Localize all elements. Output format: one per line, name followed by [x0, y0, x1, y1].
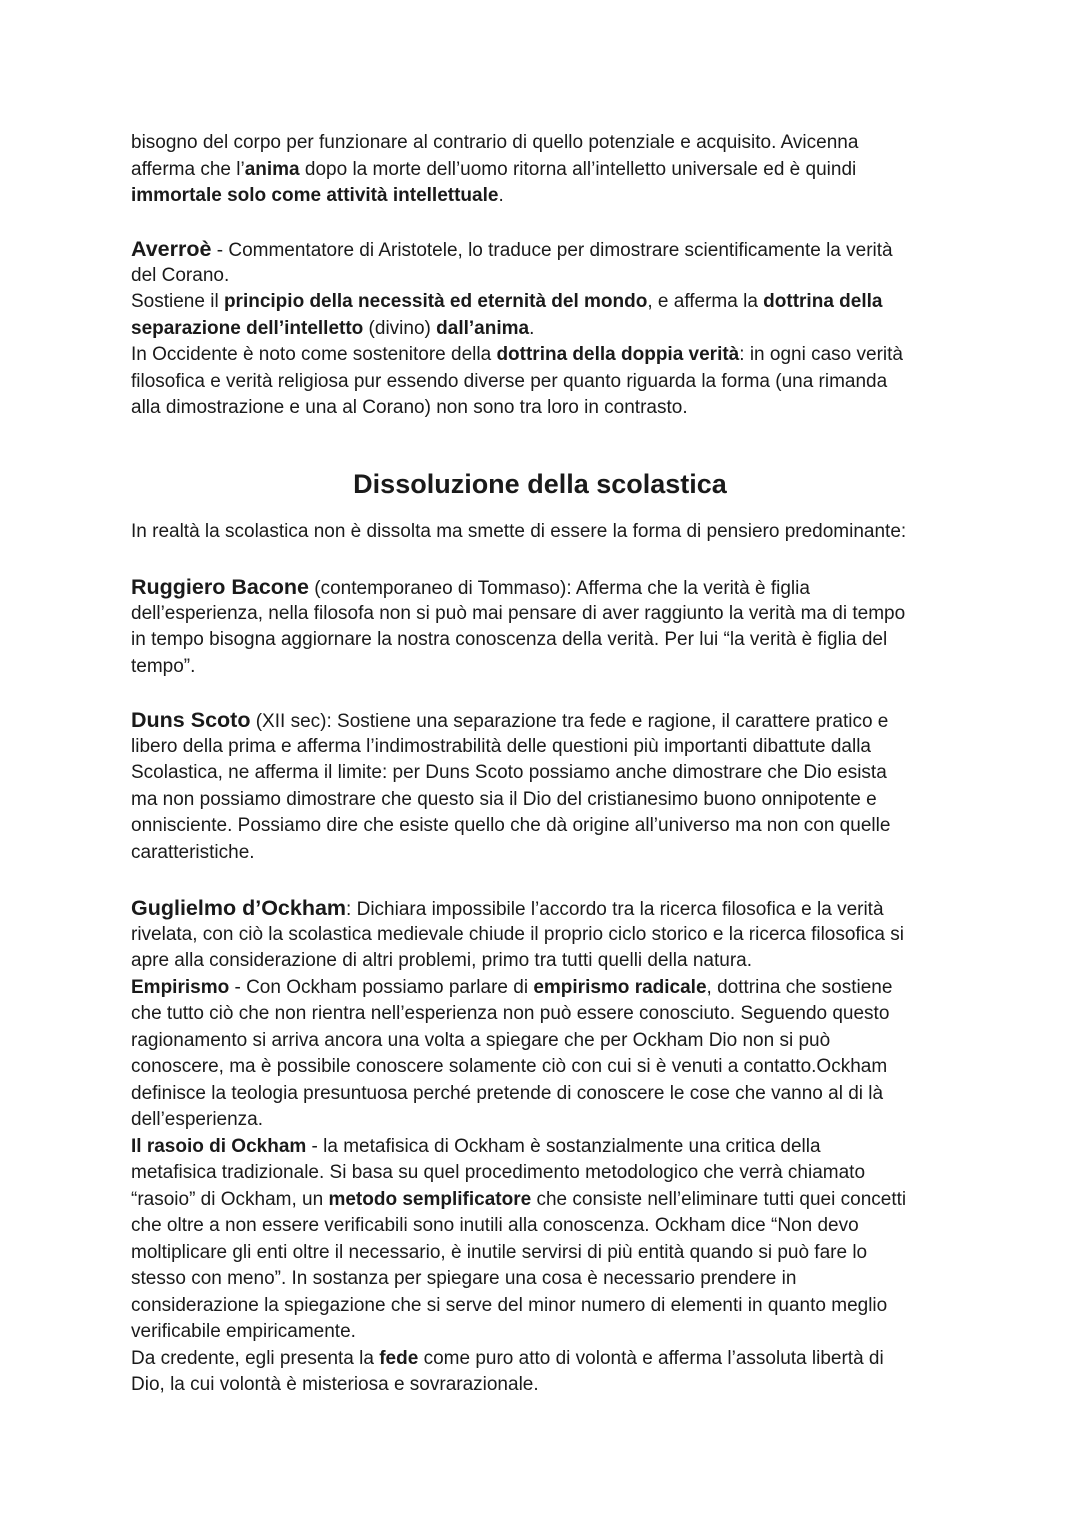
text-line [131, 734, 961, 761]
text: Da credente, egli presenta la [131, 1347, 380, 1369]
paragraph-averroe [131, 236, 961, 422]
text-line [131, 840, 961, 867]
text-line [131, 1187, 961, 1214]
text: Dio, la cui volontà è misteriosa e sovrarazionale. [131, 1374, 539, 1395]
text: che consiste nell’eliminare tutti quei concetti [531, 1188, 907, 1210]
text-line [131, 316, 961, 343]
text: (contemporaneo di Tommaso): Afferma che la verità è figlia [309, 578, 810, 599]
text: afferma che l’ [131, 158, 245, 180]
text-line [131, 1160, 961, 1187]
text: In realtà la scolastica non è dissolta ma smette di essere la forma di pensiero predominante: [131, 521, 907, 542]
text: metafisica tradizionale. Si basa su quel procedimento metodologico che verrà chiamato [131, 1162, 866, 1183]
text: , e afferma la [647, 291, 764, 312]
paragraph-ruggiero-bacone [131, 574, 961, 680]
text: che tutto ciò che non rientra nell’esperienza non può essere conosciuto. Seguendo questo [131, 1003, 890, 1024]
text-line [131, 1107, 961, 1134]
text-line [131, 1054, 961, 1081]
text: ma non possiamo dimostrare che questo sia il Dio del cristianesimo buono onnipotente e [131, 788, 877, 810]
text: - Commentatore di Aristotele, lo traduce per dimostrare scientificamente la verità [211, 240, 893, 261]
text-line [131, 813, 961, 840]
text-line [131, 922, 961, 949]
text: : in ogni caso verità [739, 344, 903, 365]
text: ragionamento si arriva ancora una volta a spiegare che per Ockham Dio non si può [131, 1029, 831, 1051]
text: : Dichiara impossibile l’accordo tra la ricerca filosofica e la verità [346, 899, 884, 920]
text-line [131, 601, 961, 628]
text-line [131, 263, 961, 290]
text-line [131, 369, 961, 396]
paragraph-ockham [131, 895, 961, 1399]
text: (XII sec): Sostiene una separazione tra fede e ragione, il carattere pratico e [250, 711, 889, 732]
text: alla dimostrazione e una al Corano) non sono tra loro in contrasto. [131, 397, 688, 418]
text: caratteristiche. [131, 841, 255, 863]
bold-text: dottrina della [763, 291, 883, 312]
text: “rasoio” di Ockham, un [131, 1188, 329, 1210]
text: onnisciente. Possiamo dire che esiste quello che dà origine all’universo ma non con quelle [131, 815, 891, 836]
text-line [131, 157, 961, 184]
paragraph-intro [131, 519, 961, 546]
text: . [498, 185, 504, 206]
text: che oltre a non essere verificabili sono inutili alla conoscenza. Ockham dice “Non devo [131, 1215, 859, 1236]
text: bisogno del corpo per funzionare al contrario di quello potenziale e acquisito. Avicenna [131, 132, 859, 153]
text-line [131, 1028, 961, 1055]
text: come puro atto di volontà e afferma l’assoluta libertà di [418, 1347, 884, 1369]
bold-text: metodo semplificatore [328, 1188, 532, 1210]
text: del Corano. [131, 264, 230, 286]
text-line [131, 1001, 961, 1028]
text-line [131, 519, 961, 546]
paragraph-avicenna [131, 130, 961, 210]
text-line [131, 1266, 961, 1293]
text-line [131, 975, 961, 1002]
text: . [529, 317, 535, 339]
bold-text: fede [379, 1347, 419, 1369]
text-line [131, 654, 961, 681]
bold-text: Il rasoio di Ockham [131, 1135, 307, 1157]
text: stesso con meno”. In sostanza per spiegare una cosa è necessario prendere in [131, 1268, 797, 1289]
bold-text: Empirismo [131, 976, 230, 998]
text: , dottrina che sostiene [706, 976, 893, 998]
text-line [131, 787, 961, 814]
text: In Occidente è noto come sostenitore della [131, 344, 497, 365]
text: - Con Ockham possiamo parlare di [229, 976, 534, 998]
text: filosofica e verità religiosa pur essendo diverse per quanto riguarda la forma (una rimanda [131, 370, 888, 392]
text-line [131, 342, 961, 369]
text-line [131, 1346, 961, 1373]
text-line [131, 1319, 961, 1346]
text-line [131, 1293, 961, 1320]
text-line [131, 1213, 961, 1240]
bold-text: separazione dell’intelletto [131, 317, 364, 339]
text: dell’esperienza. [131, 1109, 264, 1130]
text-line [131, 236, 961, 263]
bold-text: immortale solo come attività intellettuale [131, 185, 499, 206]
bold-text: empirismo radicale [533, 976, 707, 998]
text: dell’esperienza, nella filosofa non si può mai pensare di aver raggiunto la verità ma di tempo [131, 602, 906, 624]
text-line [131, 760, 961, 787]
text: rivelata, con ciò la scolastica medievale chiude il proprio ciclo storico e la ricerca filosofica si [131, 923, 904, 945]
text-line [131, 1372, 961, 1399]
text-line [131, 395, 961, 422]
text-line [131, 130, 961, 157]
text: apre alla considerazione di altri problemi, primo tra tutti quelli della natura. [131, 950, 752, 971]
text-line [131, 574, 961, 601]
text: dopo la morte dell’uomo ritorna all’intelletto universale ed è quindi [299, 158, 857, 180]
text-line [131, 948, 961, 975]
text: - la metafisica di Ockham è sostanzialmente una critica della [306, 1135, 821, 1157]
text-line [131, 707, 961, 734]
text-line [131, 627, 961, 654]
text-line [131, 1240, 961, 1267]
text: moltiplicare gli enti oltre il necessario, è inutile servirsi di più entità quando si può fare lo [131, 1241, 868, 1263]
text-line [131, 895, 961, 922]
text: libero della prima e afferma l’indimostrabilità delle questioni più importanti dibattute dalla [131, 735, 871, 757]
bold-text: dall’anima [436, 317, 530, 339]
bold-text: principio della necessità ed eternità del mondo [223, 291, 648, 312]
bold-text: Ruggiero Bacone [131, 575, 309, 599]
text-line [131, 1134, 961, 1161]
paragraph-duns-scoto [131, 707, 961, 866]
text: in tempo bisogna aggiornare la nostra conoscenza della verità. Per lui “la verità è figlia del [131, 629, 888, 650]
text: tempo”. [131, 655, 196, 677]
bold-text: Duns Scoto [131, 708, 251, 732]
text: Scolastica, ne afferma il limite: per Duns Scoto possiamo anche dimostrare che Dio esista [131, 762, 887, 783]
section-heading: Dissoluzione della scolastica [353, 469, 727, 500]
bold-text: dottrina della doppia verità [496, 344, 740, 365]
text: considerazione la spiegazione che si serve del minor numero di elementi in quanto meglio [131, 1294, 888, 1316]
text: Sostiene il [131, 291, 224, 312]
text: conoscere, ma è possibile conoscere solamente ciò con cui si è venuti a contatto.Ockham [131, 1056, 888, 1077]
bold-text: Guglielmo d’Ockham [131, 896, 347, 920]
text: definisce la teologia presuntuosa perché pretende di conoscere le cose che vanno al di là [131, 1082, 884, 1104]
bold-text: anima [244, 158, 300, 180]
bold-text: Averroè [131, 237, 212, 261]
text: verificabile empiricamente. [131, 1321, 356, 1342]
text: (divino) [363, 317, 437, 339]
text-line [131, 183, 961, 210]
text-line [131, 289, 961, 316]
text-line [131, 1081, 961, 1108]
